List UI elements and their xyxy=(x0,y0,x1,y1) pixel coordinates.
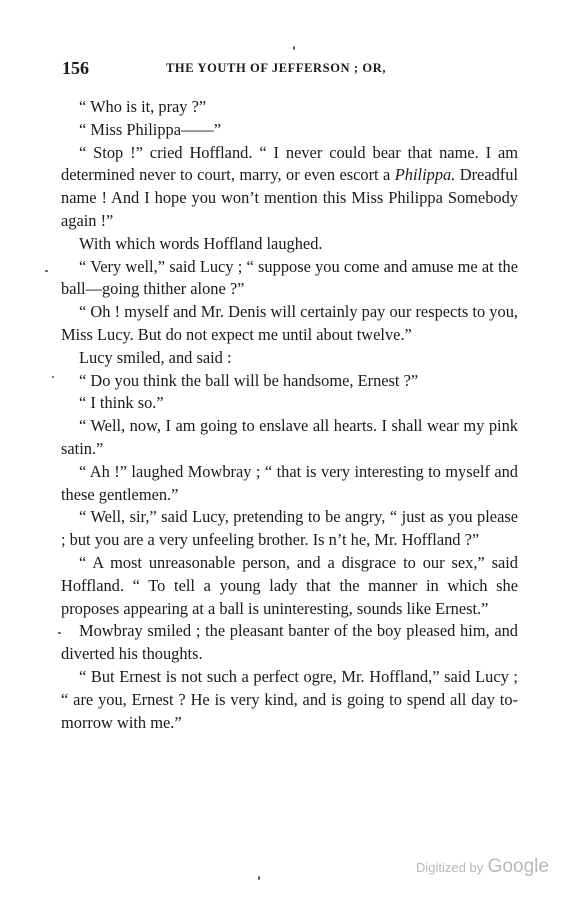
paragraph xyxy=(61,142,518,233)
paragraph: “ A most unreasonable person, and a disgrace to our sex,” said Hoffland. “ To tell a young lady that the manner in which she proposes appearing at a ball is uninteresting, sounds like Ernest.” xyxy=(61,552,518,618)
scan-speck xyxy=(258,876,260,880)
paragraph: “ Ah !” laughed Mowbray ; “ that is very interesting to myself and these gentlemen.” xyxy=(61,461,518,504)
google-watermark xyxy=(416,856,549,878)
paragraph: “ Well, sir,” said Lucy, pretending to be angry, “ just as you please ; but you are a very unfeeling brother. Is n’t he, Mr. Hoffland ?” xyxy=(61,507,518,550)
paragraph: With which words Hoffland laughed. xyxy=(79,233,323,253)
paragraph: “ Very well,” said Lucy ; “ suppose you come and amuse me at the ball—going thither alone ?” xyxy=(61,256,518,299)
paragraph: Lucy smiled, and said : xyxy=(79,347,232,367)
running-title: THE YOUTH OF JEFFERSON ; OR, xyxy=(166,61,387,75)
paragraph: “ But Ernest is not such a perfect ogre, Mr. Hoffland,” said Lucy ; “ are you, Ernest ? He is very kind, and is going to spend all day to-morrow with me.” xyxy=(61,666,518,732)
page-number: 156 xyxy=(62,58,89,78)
scan-speck xyxy=(45,270,48,272)
paragraph: “ I think so.” xyxy=(79,393,164,413)
paragraph: Mowbray smiled ; the pleasant banter of the boy pleased him, and diverted his thoughts. xyxy=(61,621,518,664)
paragraph: “ Miss Philippa——” xyxy=(79,119,222,139)
scan-speck xyxy=(293,46,295,50)
italic-name: Philippa. xyxy=(394,165,456,185)
google-logo: Google xyxy=(487,856,549,877)
paragraph: “ Who is it, pray ?” xyxy=(79,97,207,116)
paragraph-text: Dreadful name ! And I hope you won’t mention this Miss Philippa Somebody again !” xyxy=(61,165,518,230)
scan-speck xyxy=(52,376,54,378)
body-text xyxy=(61,96,518,734)
page-header xyxy=(62,58,518,82)
scan-speck xyxy=(58,632,61,634)
paragraph: “ Do you think the ball will be handsome, Ernest ?” xyxy=(79,370,419,390)
paragraph-text: “ Stop !” cried Hoffland. “ I never could bear that name. I am determined never to court, marry, or even escort a xyxy=(61,142,518,185)
paragraph: “ Well, now, I am going to enslave all hearts. I shall wear my pink satin.” xyxy=(61,416,518,458)
paragraph: “ Oh ! myself and Mr. Denis will certainly pay our respects to you, Miss Lucy. But do not expect me until about twelve.” xyxy=(61,302,518,344)
watermark-prefix: Digitized by xyxy=(416,860,484,875)
